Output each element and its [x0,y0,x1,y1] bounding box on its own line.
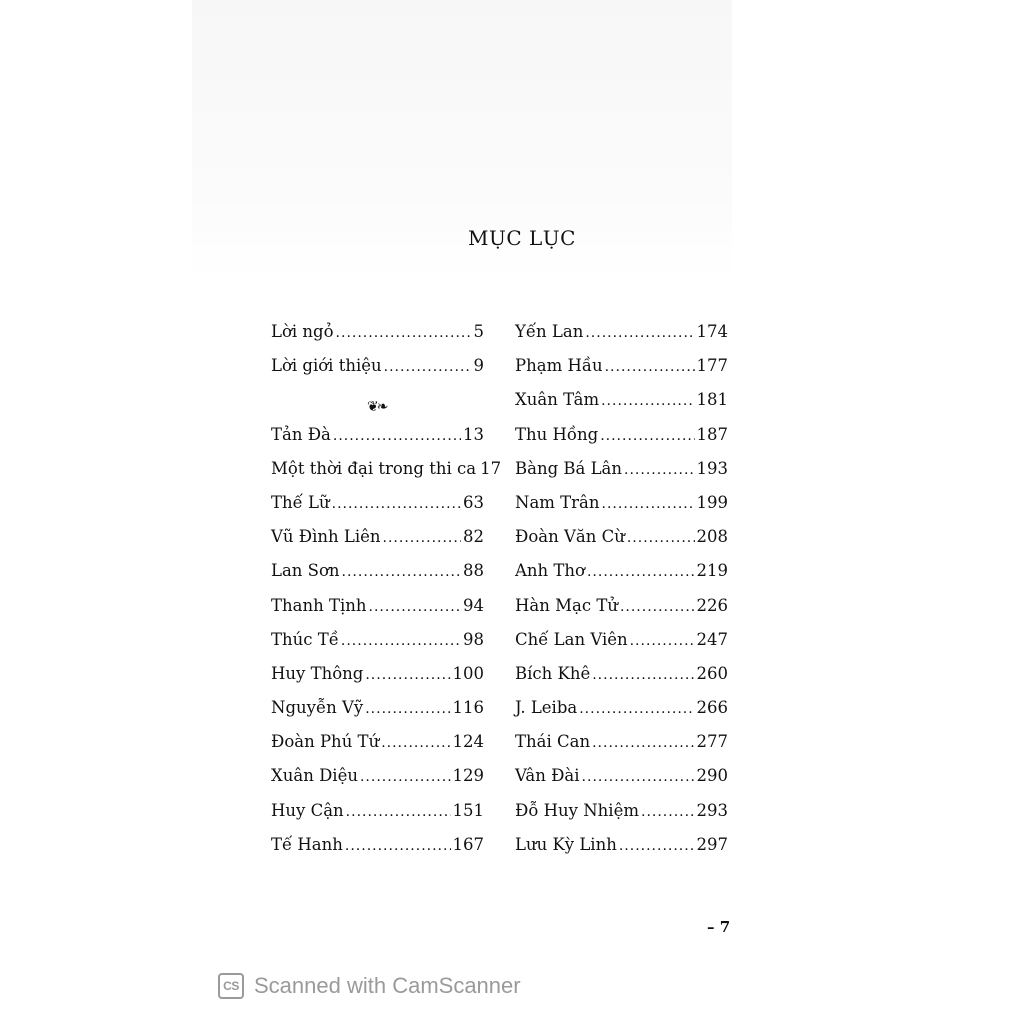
dot-leader [624,462,694,478]
toc-entry-title: Anh Thơ [515,561,585,581]
toc-entry-title: Lan Sơn [271,561,340,581]
toc-entry [271,561,484,595]
dot-leader [620,599,695,615]
toc-entry-page: 277 [696,732,728,752]
toc-entry-page: 9 [473,356,484,376]
toc-entry-page: 293 [696,800,728,820]
toc-entry-page: 17 [480,458,502,478]
toc-entry-page: 219 [696,561,728,581]
dot-leader [383,530,461,546]
toc-entry [515,493,728,527]
dot-leader [601,393,694,409]
dot-leader [641,804,695,820]
toc-entry-page: 167 [452,834,484,854]
toc-entry-title: J. Leiba [515,698,578,718]
toc-entry [271,527,484,561]
toc-entry-page: 116 [452,698,484,718]
toc-entry [271,356,484,390]
toc-entry-title: Một thời đại trong thi ca [271,458,477,478]
toc-entry-title: Huy Thông [271,663,364,683]
toc-entry [515,322,728,356]
toc-entry-page: 208 [696,527,728,547]
toc-entry [515,664,728,698]
toc-entry [271,732,484,766]
toc-entry [271,630,484,664]
toc-entry [271,766,484,800]
toc-entry-page: 94 [463,595,484,615]
dot-leader [384,359,472,375]
dot-leader [333,428,461,444]
toc-entry-title: Yến Lan [515,322,584,341]
toc-entry-page: 100 [452,663,484,683]
toc-entry-page: 199 [696,492,728,512]
dot-leader [579,701,694,717]
toc-entry [271,493,484,527]
dot-leader [600,428,694,444]
dot-leader [336,325,472,341]
dot-leader [619,838,695,854]
toc-entry-title: Thái Can [515,732,591,752]
page-number: – 7 [707,918,731,936]
dot-leader [332,496,461,512]
toc-entry-title: Vũ Đình Liên [271,527,381,547]
toc-entry-title: Chế Lan Viên [515,629,628,649]
dot-leader [342,564,461,580]
dot-leader [627,530,695,546]
toc-entry [515,425,728,459]
toc-entry-page: 226 [696,595,728,615]
toc-entry-title: Hàn Mạc Tử [515,595,618,615]
toc-entry-page: 5 [473,322,484,341]
toc-entry-title: Đỗ Huy Nhiệm [515,800,639,820]
dot-leader [360,769,451,785]
dot-leader [341,633,461,649]
dot-leader [345,838,451,854]
toc-entry [515,766,728,800]
dot-leader [592,735,694,751]
toc-entry-title: Lời ngỏ [271,322,334,341]
toc-entry-title: Đoàn Văn Cừ [515,527,625,547]
toc-entry-title: Bích Khê [515,663,591,683]
toc-entry-title: Xuân Diệu [271,766,358,786]
toc-entry [515,356,728,390]
toc-entry-title: Nguyễn Vỹ [271,698,364,718]
toc-entry [515,801,728,835]
toc-entry-title: Thúc Tề [271,629,339,649]
toc-left-column [271,322,502,869]
toc-entry-page: 98 [463,629,484,649]
toc-entry-page: 260 [696,663,728,683]
toc-entry [271,664,484,698]
dot-leader [585,325,694,341]
dot-leader [365,667,450,683]
dot-leader [365,701,450,717]
toc-entry-page: 181 [696,390,728,410]
camscanner-watermark [218,973,521,999]
toc-entry-title: Huy Cận [271,800,344,820]
camscanner-logo-icon: CS [218,973,244,999]
page-title: MỤC LỤC [468,226,576,250]
dot-leader [605,359,695,375]
toc-entry [515,698,728,732]
ornament-divider: ❦❧ [367,399,387,416]
toc-entry-page: 297 [696,834,728,854]
toc-entry-title: Bàng Bá Lân [515,458,623,478]
toc-entry-page: 129 [452,766,484,786]
toc-entry-page: 187 [696,424,728,444]
toc-entry [515,630,728,664]
dot-leader [630,633,695,649]
toc-entry [515,390,728,424]
toc-entry-title: Xuân Tâm [515,390,600,410]
toc-entry-title: Nam Trân [515,492,600,512]
dot-leader [602,496,695,512]
toc-entry-title: Lưu Kỳ Linh [515,834,617,854]
toc-entry [271,458,502,493]
toc-entry [515,527,728,561]
dot-leader [381,735,450,751]
toc-entry-page: 247 [696,629,728,649]
toc-entry-title: Thanh Tịnh [271,595,367,615]
toc-entry-page: 63 [463,492,484,512]
toc-entry-title: Đoàn Phú Tứ [271,732,380,752]
toc-entry-page: 88 [463,561,484,581]
toc-entry [515,835,728,869]
dot-leader [587,564,695,580]
toc-entry [515,596,728,630]
toc-entry-page: 290 [696,766,728,786]
toc-entry [271,698,484,732]
toc-entry-page: 266 [696,698,728,718]
toc-entry-page: 82 [463,527,484,547]
watermark-text: Scanned with CamScanner [254,973,521,998]
toc-entry-page: 124 [452,732,484,752]
toc-entry [515,561,728,595]
toc-entry-page: 13 [463,424,484,444]
toc-entry-title: Tế Hanh [271,834,343,854]
toc-entry-page: 177 [696,356,728,376]
toc-entry [271,835,484,869]
toc-entry-title: Tản Đà [271,424,331,444]
dot-leader [582,769,695,785]
toc-entry-page: 151 [452,800,484,820]
toc-entry [271,322,484,356]
dot-leader [346,804,451,820]
toc-entry [271,801,484,835]
toc-right-column [515,322,728,869]
toc-entry-title: Lời giới thiệu [271,356,382,376]
toc-entry-title: Phạm Hầu [515,356,603,376]
toc-entry [515,459,728,493]
toc-entry-page: 193 [696,458,728,478]
toc-entry-title: Vân Đài [515,766,580,786]
toc-entry-title: Thu Hồng [515,424,599,444]
dot-leader [369,599,461,615]
toc-entry-title: Thế Lữ [271,492,330,512]
toc-entry [271,425,484,459]
toc-entry-page: 174 [696,322,728,341]
dot-leader [592,667,694,683]
toc-entry [515,732,728,766]
toc-entry [271,596,484,630]
